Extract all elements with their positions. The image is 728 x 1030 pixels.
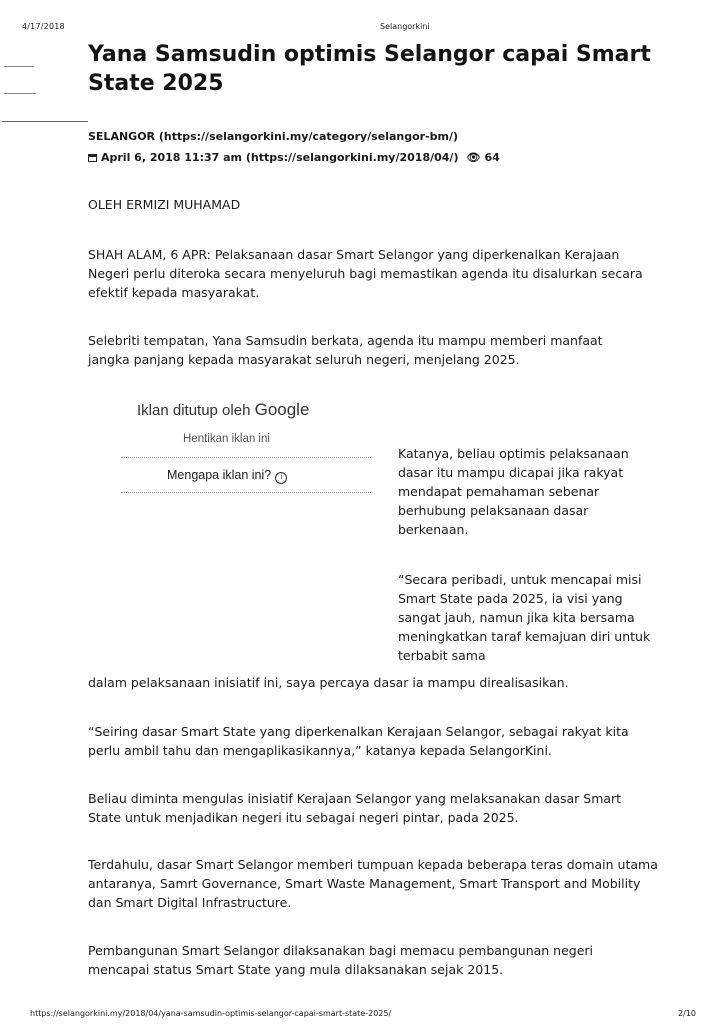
paragraph: Terdahulu, dasar Smart Selangor memberi tumpuan kepada beberapa teras domain utama antaranya, Samrt Governance, Smart Waste Management, Smart Transport and Mobility dan Smart Digital Infrastructure.: [88, 857, 658, 910]
ad-divider: [121, 492, 371, 493]
why-this-ad-label: Mengapa iklan ini?: [167, 468, 272, 482]
category-link[interactable]: SELANGOR (https://selangorkini.my/category/selangor-bm/): [88, 130, 459, 143]
ad-divider: [121, 457, 371, 458]
paragraph: Pembangunan Smart Selangor dilaksanakan bagi memacu pembangunan negeri mencapai status Smart State yang mula dilaksanakan sejak 2015.: [88, 943, 594, 977]
google-logo: Google: [254, 400, 310, 419]
why-this-ad-link[interactable]: [167, 468, 287, 484]
paragraph: dalam pelaksanaan inisiatif ini, saya percaya dasar ia mampu direalisasikan.: [88, 675, 569, 690]
view-count: 64: [484, 151, 500, 164]
print-url: https://selangorkini.my/2018/04/yana-samsudin-optimis-selangor-capai-smart-state-2025/: [30, 1009, 392, 1018]
ad-closed-label: [137, 400, 309, 420]
scan-mark: [4, 66, 34, 67]
print-date: 4/17/2018: [22, 22, 65, 31]
date-link[interactable]: April 6, 2018 11:37 am (https://selangorkini.my/2018/04/): [101, 151, 459, 164]
paragraph: SHAH ALAM, 6 APR: Pelaksanaan dasar Smart Selangor yang diperkenalkan Kerajaan Negeri perlu diteroka secara menyeluruh bagi memastikan agenda itu disalurkan secara efektif kepada masyarakat.: [88, 247, 643, 300]
calendar-icon: [88, 154, 97, 162]
paragraph: Beliau diminta mengulas inisiatif Kerajaan Selangor yang melaksanakan dasar Smart State untuk menjadikan negeri itu sebagai negeri pintar, pada 2025.: [88, 791, 622, 825]
eye-icon: 👁: [466, 151, 481, 164]
paragraph: “Seiring dasar Smart State yang diperkenalkan Kerajaan Selangor, sebagai rakyat kita perlu ambil tahu dan mengaplikasikannya,” katanya kepada SelangorKini.: [88, 724, 629, 758]
ad-closed-text: Iklan ditutup oleh: [137, 402, 251, 419]
print-site-name: Selangorkini: [380, 22, 430, 31]
page-number: 2/10: [678, 1009, 696, 1018]
article-title: Yana Samsudin optimis Selangor capai Smart State 2025: [88, 42, 651, 96]
paragraph: Katanya, beliau optimis pelaksanaan dasar itu mampu dicapai jika rakyat mendapat pemahaman sebenar berhubung pelaksanaan dasar berkenaan.: [398, 446, 629, 537]
scan-mark: [2, 121, 88, 122]
info-icon: i: [275, 472, 287, 484]
byline: OLEH ERMIZI MUHAMAD: [88, 197, 241, 212]
paragraph: Selebriti tempatan, Yana Samsudin berkata, agenda itu mampu memberi manfaat jangka panjang kepada masyarakat seluruh negeri, menjelang 2025.: [88, 333, 603, 367]
date-line: [88, 151, 500, 164]
paragraph: “Secara peribadi, untuk mencapai misi Smart State pada 2025, ia visi yang sangat jauh, namun jika kita bersama meningkatkan taraf kemajuan diri untuk terbabit sama: [398, 572, 651, 663]
stop-ad-link[interactable]: Hentikan iklan ini: [183, 433, 270, 445]
scan-mark: [4, 93, 36, 94]
